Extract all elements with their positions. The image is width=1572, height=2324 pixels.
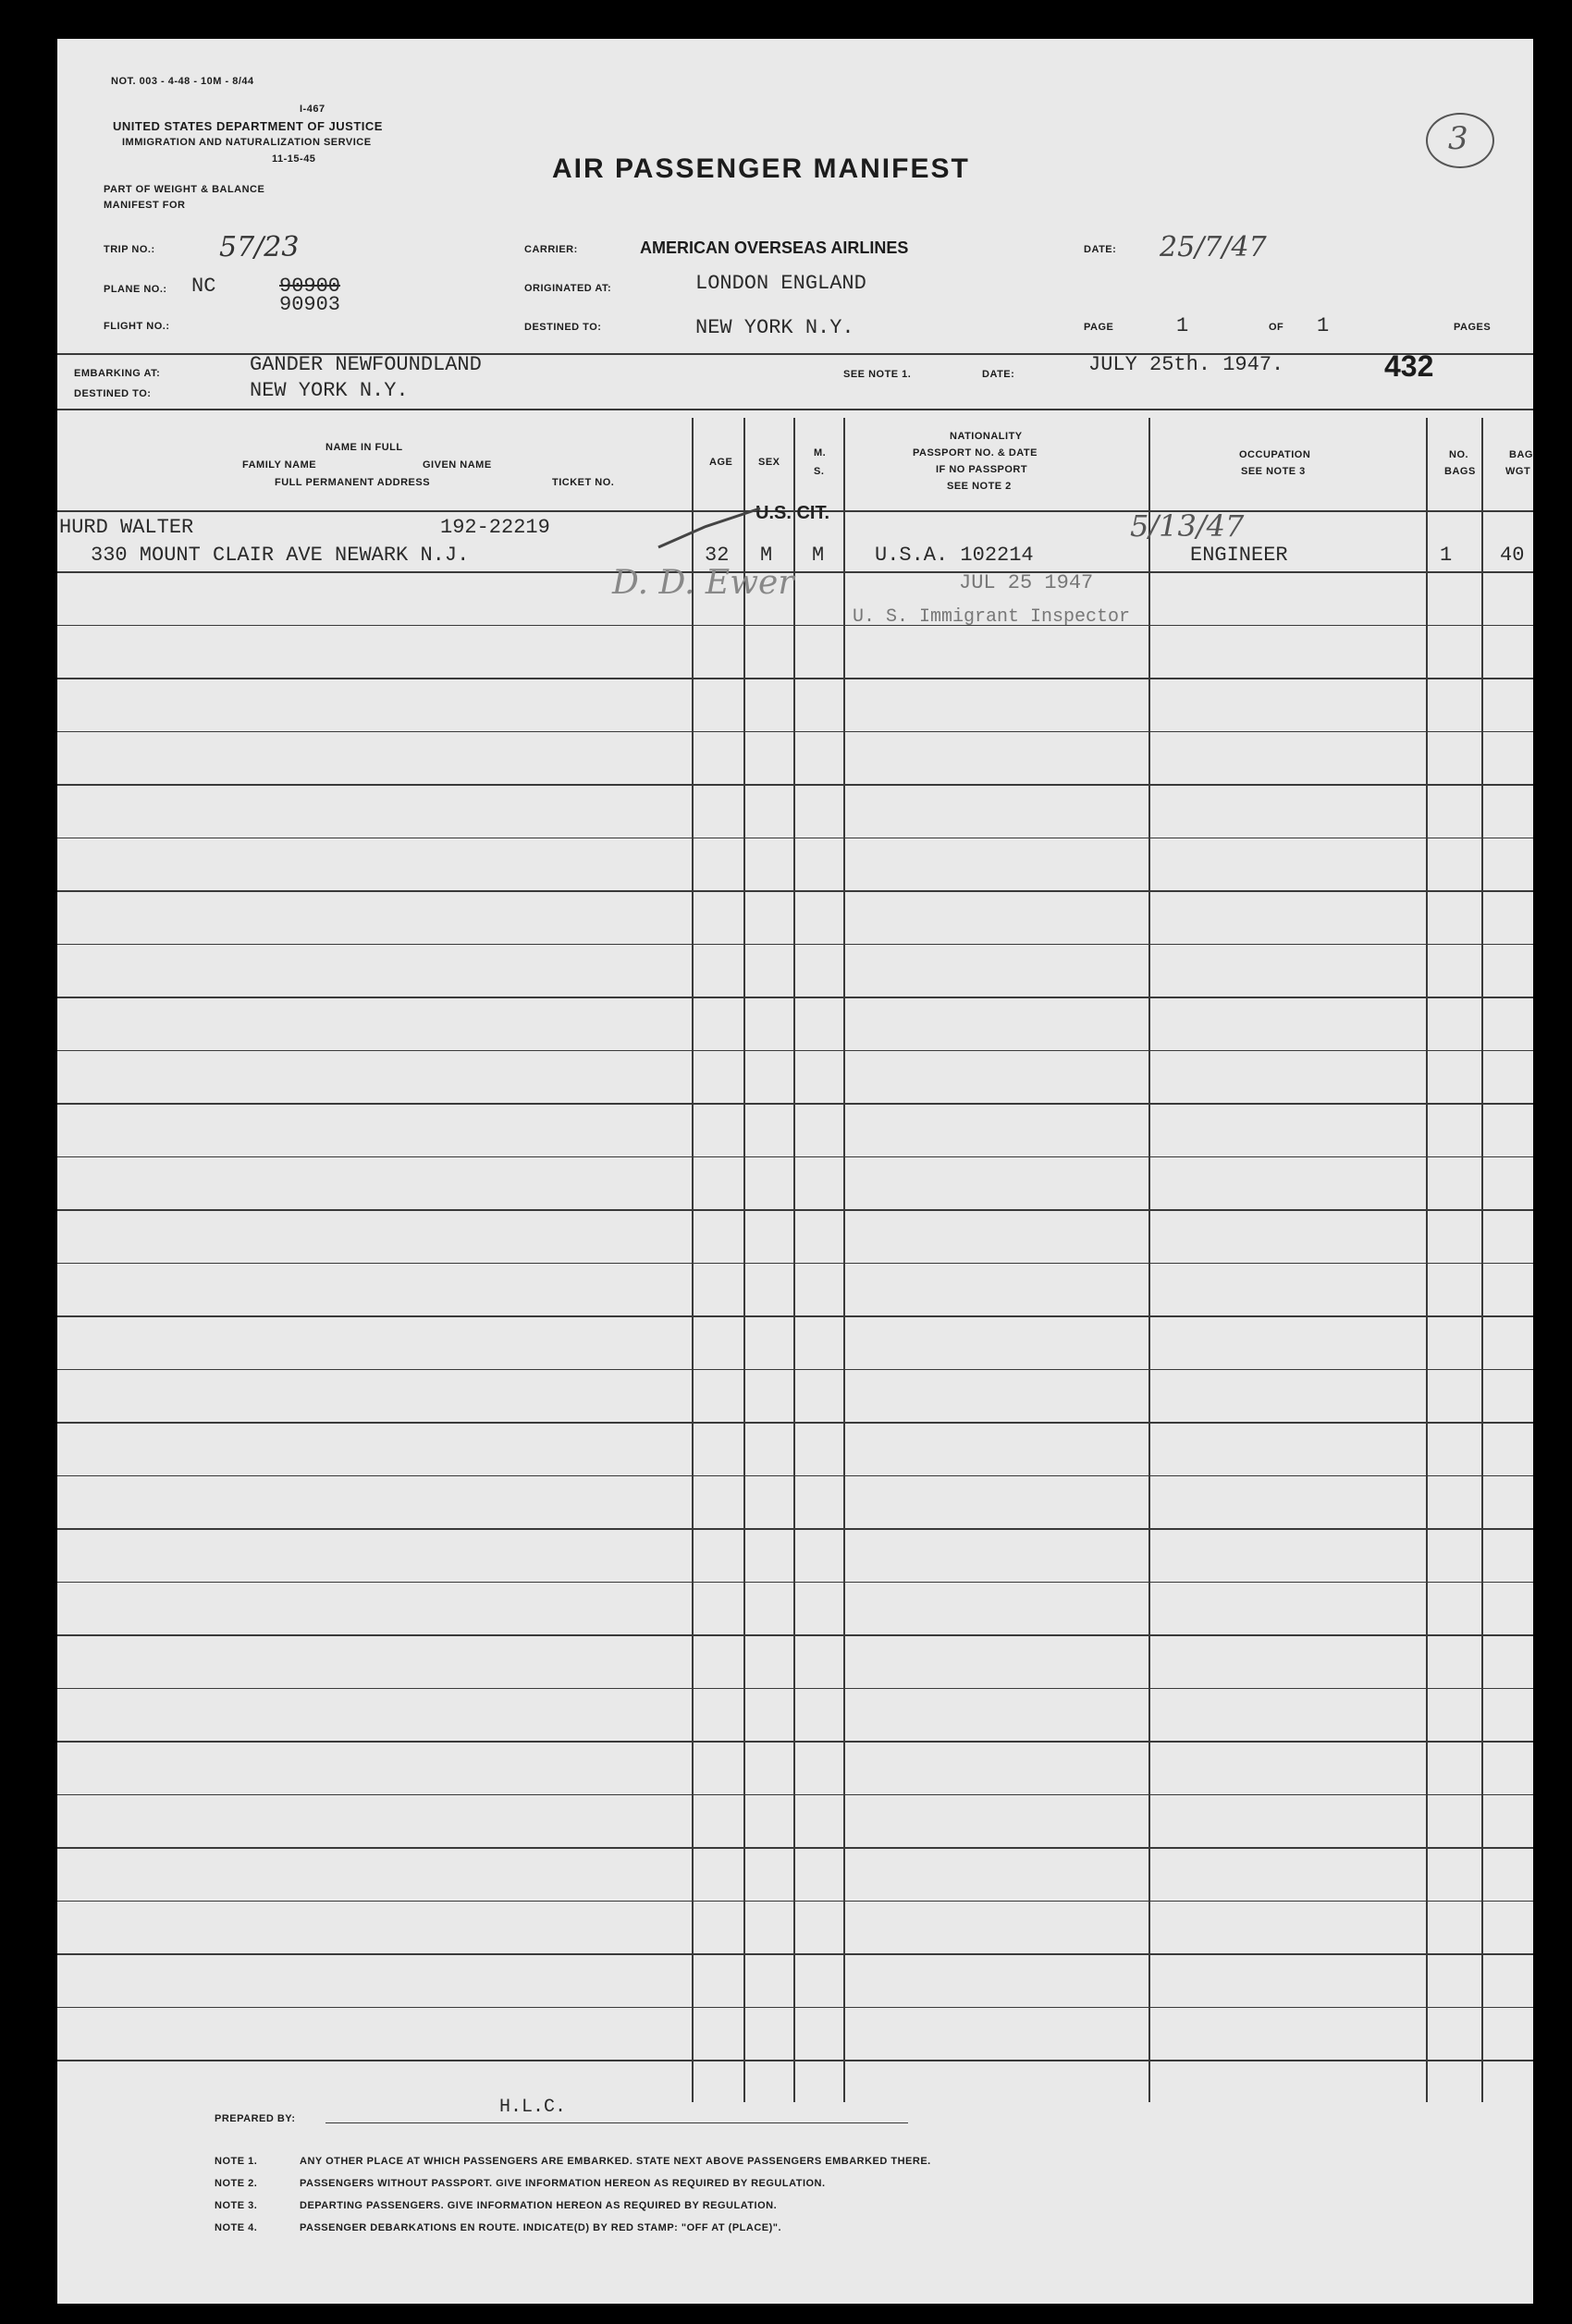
originated-label: ORIGINATED AT: <box>524 283 612 294</box>
col-divider-occupation <box>1426 418 1428 2102</box>
passenger-age: 32 <box>705 544 730 567</box>
prepared-by-label: PREPARED BY: <box>215 2113 296 2124</box>
table-row-line <box>57 625 1533 626</box>
flight-label: FLIGHT NO.: <box>104 321 170 332</box>
prepared-by-line <box>325 2122 908 2123</box>
see-note-1: SEE NOTE 1. <box>843 369 912 380</box>
table-row-line <box>57 1901 1533 1902</box>
passenger-nationality: U.S.A. 102214 <box>875 544 1034 567</box>
col-age: AGE <box>709 457 733 468</box>
circled-number: 3 <box>1426 113 1494 168</box>
manifest-page <box>57 39 1533 2304</box>
plane-prefix: NC <box>191 275 216 298</box>
col-divider-bags <box>1481 418 1483 2102</box>
form-code-line: NOT. 003 - 4-48 - 10M - 8/44 <box>111 76 254 87</box>
handwritten-date: 5/13/47 <box>1130 508 1245 544</box>
table-row-line <box>57 2007 1533 2008</box>
col-divider-ticket <box>692 418 694 2102</box>
table-row-line <box>57 997 1533 998</box>
note-2-label: NOTE 2. <box>215 2178 258 2189</box>
embarking-value: GANDER NEWFOUNDLAND <box>250 353 482 376</box>
note-3-label: NOTE 3. <box>215 2200 258 2211</box>
col-name-1: NAME IN FULL <box>325 442 403 453</box>
originated-value: LONDON ENGLAND <box>695 272 866 295</box>
date-value: 25/7/47 <box>1160 231 1267 263</box>
table-row-line <box>57 571 1533 573</box>
col-see-note-2: SEE NOTE 2 <box>947 481 1012 492</box>
col-ms-2: S. <box>814 466 825 477</box>
col-if-no-passport: IF NO PASSPORT <box>936 464 1028 475</box>
col-bag-wgt-1: BAG <box>1509 449 1533 460</box>
passenger-bag-weight: 40 <box>1500 544 1525 567</box>
passenger-address: 330 MOUNT CLAIR AVE NEWARK N.J. <box>91 544 470 567</box>
col-divider-sex <box>793 418 795 2102</box>
table-row-line <box>57 1263 1533 1264</box>
table-row-line <box>57 784 1533 786</box>
trip-label: TRIP NO.: <box>104 244 155 255</box>
table-row-line <box>57 678 1533 679</box>
note-2-text: PASSENGERS WITHOUT PASSPORT. GIVE INFORMATION HEREON AS REQUIRED BY REGULATION. <box>300 2178 826 2189</box>
col-divider-nationality <box>1148 418 1150 2102</box>
embark-destined-label: DESTINED TO: <box>74 388 152 399</box>
note-3-text: DEPARTING PASSENGERS. GIVE INFORMATION HEREON AS REQUIRED BY REGULATION. <box>300 2200 778 2211</box>
table-row-line <box>57 1634 1533 1636</box>
passenger-ticket: 192-22219 <box>440 516 550 539</box>
of-value: 1 <box>1317 314 1330 337</box>
col-ticket: TICKET NO. <box>552 477 615 488</box>
embark-destined-value: NEW YORK N.Y. <box>250 379 409 402</box>
manifest-title: AIR PASSENGER MANIFEST <box>552 153 970 184</box>
embark-date-label: DATE: <box>982 369 1015 380</box>
table-row-line <box>57 1794 1533 1795</box>
passenger-occupation: ENGINEER <box>1190 544 1288 567</box>
trip-value: 57/23 <box>219 231 300 263</box>
carrier-value: AMERICAN OVERSEAS AIRLINES <box>640 239 909 257</box>
note-4-text: PASSENGER DEBARKATIONS EN ROUTE. INDICATE(D) BY RED STAMP: "OFF AT (PLACE)". <box>300 2222 782 2233</box>
col-see-note-3: SEE NOTE 3 <box>1241 466 1306 477</box>
col-nationality: NATIONALITY <box>950 431 1023 442</box>
col-ms-1: M. <box>814 447 827 459</box>
table-row-line <box>57 1315 1533 1317</box>
passenger-marital-status: M <box>812 544 825 567</box>
inspection-stamp-date: JUL 25 1947 <box>959 571 1094 594</box>
table-row-line <box>57 1847 1533 1849</box>
date-label: DATE: <box>1084 244 1117 255</box>
prepared-by-value: H.L.C. <box>499 2097 567 2118</box>
table-row-line <box>57 2060 1533 2061</box>
passenger-bags: 1 <box>1440 544 1453 567</box>
table-row-line <box>57 1741 1533 1743</box>
table-row-line <box>57 1050 1533 1051</box>
col-divider-ms <box>843 418 845 2102</box>
handwritten-check-mark <box>649 501 769 557</box>
part-of-line-1: PART OF WEIGHT & BALANCE <box>104 184 265 195</box>
form-number: I-467 <box>300 104 325 115</box>
inspector-stamp-title: U. S. Immigrant Inspector <box>853 606 1131 628</box>
note-1-text: ANY OTHER PLACE AT WHICH PASSENGERS ARE EMBARKED. STATE NEXT ABOVE PASSENGERS EMBARKED THERE. <box>300 2156 931 2167</box>
table-row-line <box>57 944 1533 945</box>
col-sex: SEX <box>758 457 780 468</box>
pages-label: PAGES <box>1454 322 1492 333</box>
embark-date-value: JULY 25th. 1947. <box>1088 353 1284 376</box>
table-row-line <box>57 1156 1533 1157</box>
col-occupation: OCCUPATION <box>1239 449 1311 460</box>
col-given-name: GIVEN NAME <box>423 459 492 471</box>
passenger-sex: M <box>760 544 773 567</box>
col-family-name: FAMILY NAME <box>242 459 317 471</box>
table-row-line <box>57 1103 1533 1105</box>
manifest-number: 432 <box>1384 349 1434 383</box>
handwritten-citizenship: U.S. CIT. <box>755 503 830 523</box>
destined-label: DESTINED TO: <box>524 322 602 333</box>
plane-value: 90903 <box>279 293 341 316</box>
table-row-line <box>57 1209 1533 1211</box>
page-value: 1 <box>1176 314 1189 337</box>
embarking-label: EMBARKING AT: <box>74 368 161 379</box>
table-row-line <box>57 1528 1533 1530</box>
table-row-line <box>57 1422 1533 1424</box>
carrier-label: CARRIER: <box>524 244 578 255</box>
col-bags: BAGS <box>1444 466 1476 477</box>
table-row-line <box>57 1475 1533 1476</box>
rule-embark-bottom <box>57 409 1533 410</box>
table-row-line <box>57 1582 1533 1583</box>
table-row-line <box>57 731 1533 732</box>
plane-struck-value: 90900 <box>279 275 341 298</box>
table-row-line <box>57 890 1533 892</box>
form-date: 11-15-45 <box>272 153 316 165</box>
table-row-line <box>57 1688 1533 1689</box>
table-row-line <box>57 1953 1533 1955</box>
service-name: IMMIGRATION AND NATURALIZATION SERVICE <box>122 137 372 148</box>
col-bag-wgt-2: WGT <box>1505 466 1531 477</box>
department-name: UNITED STATES DEPARTMENT OF JUSTICE <box>113 119 383 133</box>
col-divider-age <box>743 418 745 2102</box>
table-row-line <box>57 1369 1533 1370</box>
passenger-name: HURD WALTER <box>59 516 194 539</box>
col-passport: PASSPORT NO. & DATE <box>913 447 1038 459</box>
part-of-line-2: MANIFEST FOR <box>104 200 186 211</box>
page-label: PAGE <box>1084 322 1114 333</box>
note-1-label: NOTE 1. <box>215 2156 258 2167</box>
col-bags-no: NO. <box>1449 449 1469 460</box>
inspector-signature: D. D. Ewer <box>612 564 794 602</box>
plane-label: PLANE NO.: <box>104 284 167 295</box>
note-4-label: NOTE 4. <box>215 2222 258 2233</box>
col-address: FULL PERMANENT ADDRESS <box>275 477 431 488</box>
destined-value: NEW YORK N.Y. <box>695 316 854 339</box>
of-label: OF <box>1269 322 1284 333</box>
